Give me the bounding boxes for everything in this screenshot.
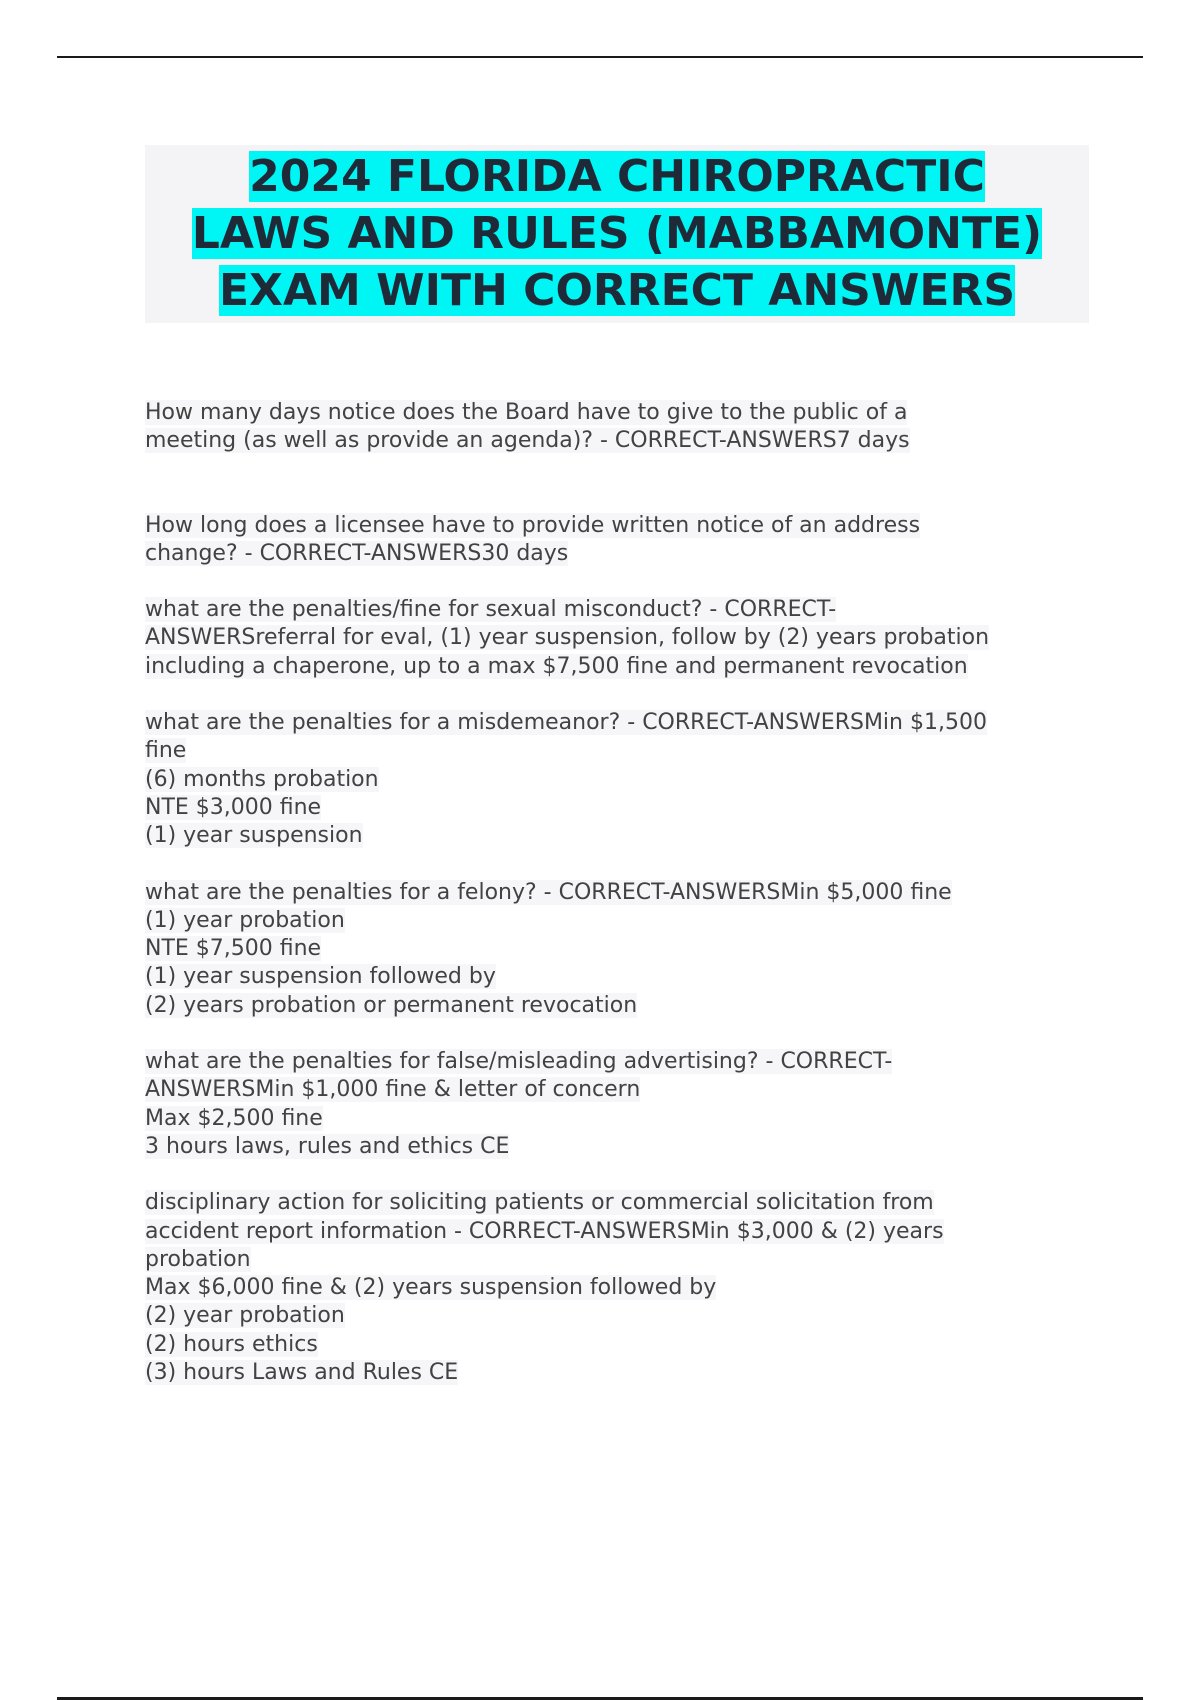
- qa-line: ANSWERSreferral for eval, (1) year suspension, follow by (2) years probation: [145, 625, 990, 651]
- qa-line: NTE $7,500 fine: [145, 936, 322, 962]
- qa-entry-sexual-misconduct: [145, 596, 1089, 681]
- qa-line: ANSWERSMin $1,000 fine & letter of concern: [145, 1077, 641, 1103]
- qa-line: Max $6,000 fine & (2) years suspension followed by: [145, 1275, 717, 1301]
- top-divider: [57, 56, 1143, 58]
- title-line-2: LAWS AND RULES (MABBAMONTE): [191, 208, 1043, 259]
- qa-line: what are the penalties/fine for sexual misconduct? - CORRECT-: [145, 597, 837, 623]
- qa-line: (3) hours Laws and Rules CE: [145, 1360, 459, 1386]
- title-line-1: 2024 FLORIDA CHIROPRACTIC: [249, 151, 985, 202]
- qa-entry-soliciting-patients: [145, 1189, 1089, 1387]
- qa-line: How many days notice does the Board have to give to the public of a: [145, 400, 908, 425]
- qa-entry-misdemeanor: [145, 709, 1089, 850]
- qa-line: (1) year probation: [145, 907, 345, 933]
- qa-line: (2) years probation or permanent revocation: [145, 992, 638, 1018]
- qa-line: what are the penalties for false/misleading advertising? - CORRECT-: [145, 1049, 893, 1075]
- qa-line: fine: [145, 738, 187, 764]
- qa-line: Max $2,500 fine: [145, 1105, 323, 1131]
- qa-entry-board-notice: [145, 399, 1089, 456]
- qa-line: (6) months probation: [145, 766, 379, 792]
- qa-line: How long does a licensee have to provide written notice of an address: [145, 512, 921, 538]
- qa-line: meeting (as well as provide an agenda)? - CORRECT-ANSWERS7 days: [145, 428, 910, 454]
- qa-entry-address-change: [145, 512, 1089, 569]
- question-answer-list: [145, 399, 1089, 1387]
- qa-line: 3 hours laws, rules and ethics CE: [145, 1133, 510, 1159]
- qa-line: (1) year suspension: [145, 823, 363, 849]
- qa-line: (1) year suspension followed by: [145, 964, 496, 990]
- qa-line: (2) year probation: [145, 1303, 345, 1329]
- qa-line: including a chaperone, up to a max $7,500 fine and permanent revocation: [145, 653, 968, 679]
- qa-line: probation: [145, 1246, 251, 1272]
- qa-entry-felony: [145, 879, 1089, 1020]
- qa-line: what are the penalties for a felony? - CORRECT-ANSWERSMin $5,000 fine: [145, 879, 952, 905]
- qa-line: accident report information - CORRECT-ANSWERSMin $3,000 & (2) years: [145, 1218, 944, 1244]
- qa-line: what are the penalties for a misdemeanor? - CORRECT-ANSWERSMin $1,500: [145, 710, 987, 736]
- qa-line: disciplinary action for soliciting patients or commercial solicitation from: [145, 1190, 934, 1216]
- title-line-3: EXAM WITH CORRECT ANSWERS: [218, 265, 1016, 316]
- qa-line: (2) hours ethics: [145, 1331, 318, 1357]
- qa-line: change? - CORRECT-ANSWERS30 days: [145, 540, 569, 566]
- qa-line: NTE $3,000 fine: [145, 794, 322, 820]
- document-title-block: [145, 145, 1089, 323]
- document-title: [145, 148, 1089, 319]
- qa-entry-false-advertising: [145, 1048, 1089, 1161]
